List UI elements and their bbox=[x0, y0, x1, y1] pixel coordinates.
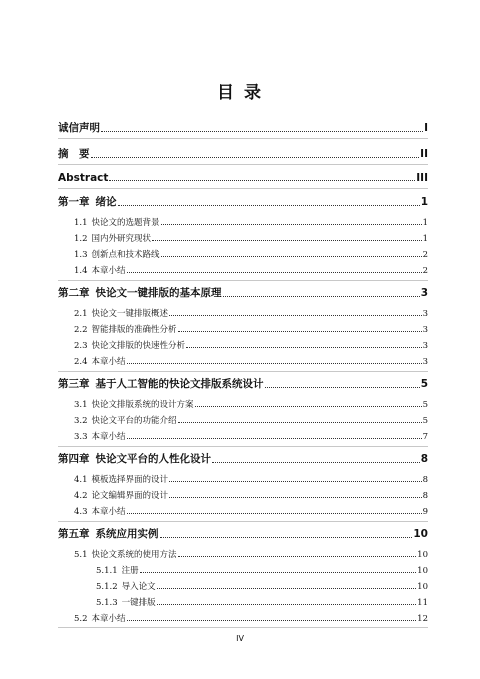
toc-entry[interactable] bbox=[58, 285, 428, 300]
toc-entry-page: I bbox=[424, 122, 428, 134]
toc-entry-text: 一键排版 bbox=[121, 598, 156, 608]
toc-entry-page: 1 bbox=[422, 218, 428, 228]
toc-entry[interactable] bbox=[58, 120, 428, 135]
toc-entry[interactable] bbox=[58, 473, 428, 485]
toc-entry-text: 本章小结 bbox=[91, 432, 126, 442]
dot-leader bbox=[265, 387, 420, 388]
toc-entry[interactable] bbox=[58, 355, 428, 367]
dot-leader bbox=[178, 422, 422, 423]
toc-entry-label bbox=[74, 430, 126, 442]
toc-entry-page: 3 bbox=[420, 287, 428, 299]
toc-entry-number: 3.2 bbox=[74, 416, 88, 426]
toc-entry[interactable] bbox=[58, 376, 428, 391]
toc-entry-label bbox=[58, 120, 100, 135]
toc-entry[interactable] bbox=[58, 451, 428, 466]
toc-entry-label bbox=[74, 232, 151, 244]
toc-entry-label bbox=[58, 285, 222, 300]
toc-entry-label bbox=[74, 548, 177, 560]
toc-entry-number: 4.3 bbox=[74, 507, 88, 517]
toc-entry-text: 快论文平台的功能介绍 bbox=[91, 416, 177, 426]
toc-entry-number: 第三章 bbox=[58, 378, 90, 390]
toc-entry-page: 11 bbox=[417, 598, 428, 608]
toc-entry-text: 导入论文 bbox=[121, 582, 156, 592]
toc-entry[interactable] bbox=[58, 414, 428, 426]
toc-entry-label bbox=[58, 526, 159, 541]
toc-entry-page: 10 bbox=[417, 582, 428, 592]
toc-entry[interactable] bbox=[58, 323, 428, 335]
toc-entry[interactable] bbox=[58, 596, 428, 608]
toc-entry-page: 10 bbox=[417, 550, 428, 560]
toc-entry-text: 基于人工智能的快论文排版系统设计 bbox=[95, 378, 264, 390]
toc-entry-text: 快论文排版的快速性分析 bbox=[91, 341, 186, 351]
toc-entry-label bbox=[96, 596, 156, 608]
toc-entry[interactable] bbox=[58, 548, 428, 560]
toc-entry-text: 智能排版的准确性分析 bbox=[91, 325, 177, 335]
toc-entry-label bbox=[74, 414, 177, 426]
toc-entry-text: 本章小结 bbox=[91, 266, 126, 276]
toc-entry-label bbox=[58, 172, 108, 184]
toc-entry-number: 第一章 bbox=[58, 196, 90, 208]
toc-entry-page: 2 bbox=[422, 266, 428, 276]
dot-leader bbox=[127, 513, 422, 514]
toc-entry[interactable] bbox=[58, 526, 428, 541]
dot-leader bbox=[186, 347, 422, 348]
toc-entry-page: 12 bbox=[417, 614, 428, 624]
dot-leader bbox=[223, 296, 420, 297]
toc-entry[interactable] bbox=[58, 489, 428, 501]
toc-entry-label bbox=[96, 564, 139, 576]
toc-entry-label bbox=[74, 489, 168, 501]
toc-entry-number: 5.1.2 bbox=[96, 582, 118, 592]
toc-entry-number: 1.3 bbox=[74, 250, 88, 260]
page-number: IV bbox=[236, 634, 244, 643]
toc-entry[interactable] bbox=[58, 307, 428, 319]
toc-entry-page: 3 bbox=[422, 325, 428, 335]
toc-entry-page: 5 bbox=[422, 400, 428, 410]
toc-entry-number: 4.2 bbox=[74, 491, 88, 501]
toc-entry-label bbox=[74, 307, 168, 319]
toc-entry-text: 快论文系统的使用方法 bbox=[91, 550, 177, 560]
toc-entry-page: 5 bbox=[420, 378, 428, 390]
toc-entry[interactable] bbox=[58, 398, 428, 410]
toc-entry-page: 2 bbox=[422, 250, 428, 260]
dot-leader bbox=[157, 588, 417, 589]
toc-entry[interactable] bbox=[58, 612, 428, 624]
toc-entry[interactable] bbox=[58, 248, 428, 260]
toc-entry-text: 本章小结 bbox=[91, 614, 126, 624]
toc-entry-page: 8 bbox=[422, 475, 428, 485]
dot-leader bbox=[161, 224, 422, 225]
toc-entry[interactable] bbox=[58, 146, 428, 161]
toc-entry-page: 3 bbox=[422, 341, 428, 351]
toc-entry-page: 3 bbox=[422, 309, 428, 319]
toc-entry[interactable] bbox=[58, 580, 428, 592]
dot-leader bbox=[160, 537, 413, 538]
section-divider bbox=[58, 521, 428, 522]
toc-entry-text: 本章小结 bbox=[91, 357, 126, 367]
toc-entry[interactable] bbox=[58, 172, 428, 184]
toc-entry-text: 诚信声明 bbox=[58, 122, 100, 134]
toc-entry-number: 1.4 bbox=[74, 266, 88, 276]
toc-entry-text: 快论文平台的人性化设计 bbox=[95, 453, 211, 465]
dot-leader bbox=[178, 331, 422, 332]
dot-leader bbox=[140, 572, 417, 573]
toc-entry-page: 1 bbox=[420, 196, 428, 208]
toc-entry-page: 9 bbox=[422, 507, 428, 517]
toc-entry-text: 系统应用实例 bbox=[95, 528, 159, 540]
toc-entry-number: 1.1 bbox=[74, 218, 88, 228]
toc-entry[interactable] bbox=[58, 216, 428, 228]
toc-entry-number: 2.4 bbox=[74, 357, 88, 367]
dot-leader bbox=[161, 256, 422, 257]
toc-entry-text: 快论文一键排版概述 bbox=[91, 309, 169, 319]
toc-entry-text: 绪论 bbox=[95, 196, 117, 208]
toc-entry[interactable] bbox=[58, 264, 428, 276]
dot-leader bbox=[212, 462, 420, 463]
toc-entry-label bbox=[74, 355, 126, 367]
toc-entry-number: 第二章 bbox=[58, 287, 90, 299]
dot-leader bbox=[178, 556, 417, 557]
section-divider bbox=[58, 627, 428, 628]
toc-title: 目 录 bbox=[217, 83, 263, 103]
toc-entry-number: 第四章 bbox=[58, 453, 90, 465]
toc-entry[interactable] bbox=[58, 232, 428, 244]
toc-entry-page: 8 bbox=[422, 491, 428, 501]
dot-leader bbox=[169, 315, 422, 316]
toc-entry-page: 3 bbox=[422, 357, 428, 367]
toc-entry-label bbox=[74, 216, 160, 228]
toc-entry[interactable] bbox=[58, 564, 428, 576]
toc-entry-number: 5.1 bbox=[74, 550, 88, 560]
toc-entry[interactable] bbox=[58, 194, 428, 209]
toc-entry-text: 快论文排版系统的设计方案 bbox=[91, 400, 194, 410]
dot-leader bbox=[127, 438, 422, 439]
dot-leader bbox=[152, 240, 422, 241]
toc-entry-label bbox=[58, 146, 90, 161]
toc-entry-text: 创新点和技术路线 bbox=[91, 250, 160, 260]
toc-entry-text: Abstract bbox=[58, 172, 109, 184]
toc-entry-number: 5.2 bbox=[74, 614, 88, 624]
toc-entry-label bbox=[58, 194, 117, 209]
toc-entry[interactable] bbox=[58, 339, 428, 351]
toc-entry[interactable] bbox=[58, 505, 428, 517]
toc-entry-page: 10 bbox=[417, 566, 428, 576]
toc-entry-number: 5.1.1 bbox=[96, 566, 118, 576]
section-divider bbox=[58, 138, 428, 139]
toc-entry-number: 4.1 bbox=[74, 475, 88, 485]
dot-leader bbox=[101, 131, 423, 132]
toc-entry-text: 论文编辑界面的设计 bbox=[91, 491, 169, 501]
section-divider bbox=[58, 188, 428, 189]
toc-entry-text: 国内外研究现状 bbox=[91, 234, 152, 244]
dot-leader bbox=[109, 180, 415, 181]
toc-entry-page: 1 bbox=[422, 234, 428, 244]
toc-entry-label bbox=[74, 264, 126, 276]
dot-leader bbox=[169, 481, 422, 482]
toc-entry-label bbox=[96, 580, 156, 592]
toc-entry-number: 3.3 bbox=[74, 432, 88, 442]
toc-entry-label bbox=[74, 339, 185, 351]
toc-entry-page: III bbox=[416, 172, 428, 184]
section-divider bbox=[58, 446, 428, 447]
toc-entry-label bbox=[74, 323, 177, 335]
toc-entry-label bbox=[74, 612, 126, 624]
toc-entry-text: 快论文的选题背景 bbox=[91, 218, 160, 228]
toc-entry-text: 模板选择界面的设计 bbox=[91, 475, 169, 485]
section-divider bbox=[58, 164, 428, 165]
toc-entry-number: 3.1 bbox=[74, 400, 88, 410]
toc-entry-page: 5 bbox=[422, 416, 428, 426]
dot-leader bbox=[127, 620, 417, 621]
toc-entry-label bbox=[74, 473, 168, 485]
toc-entry-label bbox=[74, 248, 160, 260]
toc-entry-number: 1.2 bbox=[74, 234, 88, 244]
dot-leader bbox=[127, 272, 422, 273]
toc-entry-number: 第五章 bbox=[58, 528, 90, 540]
section-divider bbox=[58, 280, 428, 281]
toc-entry-page: 8 bbox=[420, 453, 428, 465]
dot-leader bbox=[118, 205, 420, 206]
toc-entry-label bbox=[74, 398, 194, 410]
toc-entry-label bbox=[58, 451, 211, 466]
toc-entry-number: 2.1 bbox=[74, 309, 88, 319]
dot-leader bbox=[157, 604, 417, 605]
toc-entry-text: 注册 bbox=[121, 566, 139, 576]
toc-entry-page: II bbox=[420, 148, 428, 160]
dot-leader bbox=[127, 363, 422, 364]
toc-entry-text: 快论文一键排版的基本原理 bbox=[95, 287, 222, 299]
toc-entry-text: 本章小结 bbox=[91, 507, 126, 517]
toc-entry-number: 5.1.3 bbox=[96, 598, 118, 608]
toc-entry-label bbox=[74, 505, 126, 517]
toc-entry[interactable] bbox=[58, 430, 428, 442]
toc-entry-number: 2.3 bbox=[74, 341, 88, 351]
toc-entry-page: 10 bbox=[413, 528, 428, 540]
toc-entry-label bbox=[58, 376, 264, 391]
toc-entry-number: 2.2 bbox=[74, 325, 88, 335]
dot-leader bbox=[91, 157, 420, 158]
dot-leader bbox=[169, 497, 422, 498]
toc-entry-page: 7 bbox=[422, 432, 428, 442]
dot-leader bbox=[195, 406, 422, 407]
section-divider bbox=[58, 371, 428, 372]
toc-entry-text: 摘 要 bbox=[58, 148, 90, 160]
